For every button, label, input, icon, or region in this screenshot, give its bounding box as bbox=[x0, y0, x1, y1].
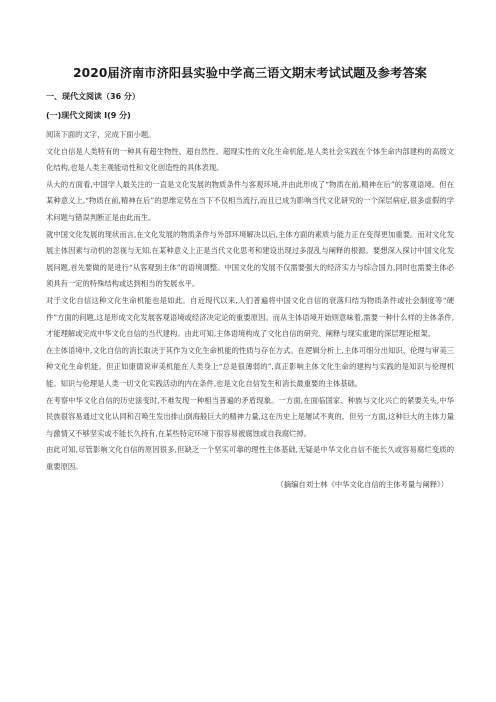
document-title: 2020届济南市济阳县实验中学高三语文期末考试试题及参考答案 bbox=[73, 66, 427, 80]
paragraph-2: 从大的方面看,中国学人最关注的一直是文化发展的物质条件与客观环境,并由此形成了“物质在前,精神在后”的客观语境。但在某种意义上,“物质在前,精神在后”的思维定势在当下不仅相当流行,而且已成为影响当代文化研究的一个深层病症,很多虚假的学术问题与错误判断正是由此而生。 bbox=[46, 179, 454, 222]
paragraph-7: 由此可知,尽管影响文化自信的原因很多,但缺乏一个坚实可靠的理性主体基础,无疑是中华文化自信不能长久或容易腐烂变质的重要原因。 bbox=[46, 445, 454, 471]
section-heading: 一、现代文阅读（36 分） bbox=[46, 92, 140, 101]
source-citation: （摘编自刘士林《中华文化自信的主体考量与阐释》） bbox=[276, 480, 448, 490]
paragraph-1: 文化自信是人类特有的一种具有超生物性、超自然性、超现实性的文化生命机能,是人类社会实践在个体生命内部建构的高级文化结构,也是人类主观能动性和文化创造性的具体表现。 bbox=[46, 146, 454, 173]
paragraph-4: 对于文化自信这种文化生命机能也是如此。自近现代以来,人们普遍将中国文化自信的衰落归结为物质条件或社会制度等“硬件”方面的问题,这是形成文化发展客观语境或经济决定论的重要原因。而从主体语境开始则意味着,需要一种什么样的主体条件,才能理解或完成中华文化自信的当代建构。由此可知,主体语境构成了文化自信的研究、阐释与现实重建的深层理论框架。 bbox=[46, 295, 454, 339]
paragraph-5: 在主体语境中,文化自信的消长取决于其作为文化生命机能的性质与存在方式。在逻辑分析上,主体可细分出知识、伦理与审美三种文化生命机能。但正如康德说审美机能在人类身上“总是很薄弱的”,真正影响主体文化生命的建构与实践的是知识与伦理机能。知识与伦理是人类一切文化实践活动的内在条件,也是文化自信发生和消长最重要的主体基础。 bbox=[46, 345, 454, 388]
subsection-heading: (一)现代文阅读 I(9 分) bbox=[46, 111, 131, 120]
paragraph-3: 就中国文化发展的现状而言,在文化发展的物质条件与外部环境解决以后,主体方面的素质与能力正在变得更加重要。而对文化发展主体因素与动机的忽视与无知,在某种意义上正是当代文化思考和建设出现过多混乱与阐释的根源。要想深入探讨中国文化发展问题,首先要做的是进行“从客观到主体”的语境调整。中国文化的发展不仅需要强大的经济实力与综合国力,同时也需要主体必须具有一定的特殊结构或达到相当的发展水平。 bbox=[46, 229, 454, 289]
instruction-text: 阅读下面的文字，完成下面小题。 bbox=[46, 130, 156, 139]
paragraph-6: 在考察中华文化自信的历史演变时,不难发现一种相当普遍的矛盾现象。一方面,在面临国家、种族与文化兴亡的紧要关头,中华民族很容易通过文化认同和召唤生发出排山倒海般巨大的精神力量,这在历史上是屡试不爽的。但另一方面,这种巨大的主体力量与激情又不够坚实或不能长久持有,在某些特定环境下很容易被腐蚀或自我腐烂掉。 bbox=[46, 395, 454, 438]
